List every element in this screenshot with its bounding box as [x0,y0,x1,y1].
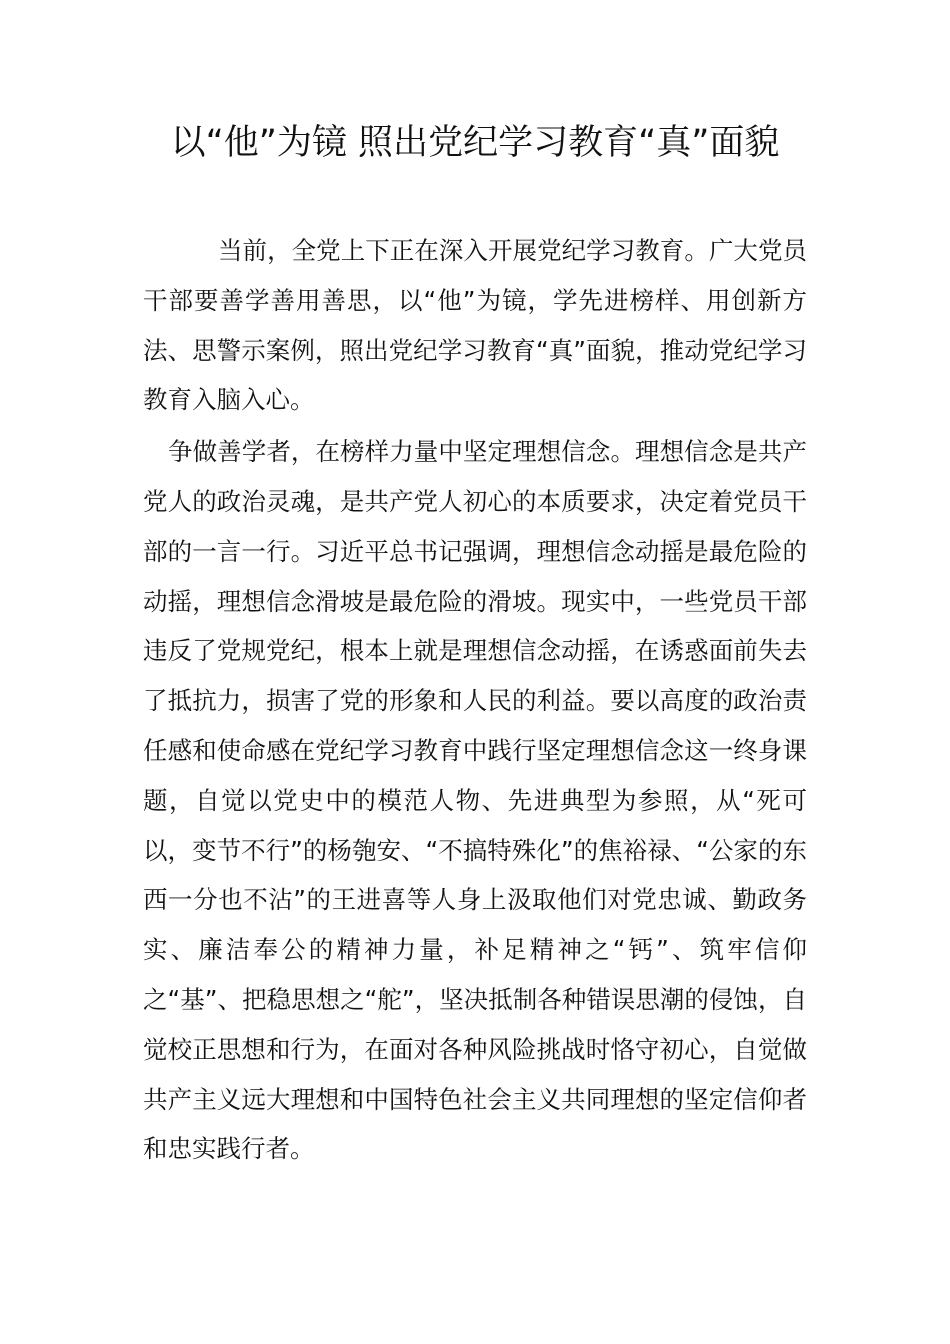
paragraph-intro: 当前，全党上下正在深入开展党纪学习教育。广大党员干部要善学善用善思，以“他”为镜，学先进榜样、用创新方法、思警示案例，照出党纪学习教育“真”面貌，推动党纪学习教育入脑入心。 [143,236,807,415]
paragraph-role-models: 争做善学者，在榜样力量中坚定理想信念。理想信念是共产党人的政治灵魂，是共产党人初心的本质要求，决定着党员干部的一言一行。习近平总书记强调，理想信念动摇是最危险的动摇，理想信念滑坡是最危险的滑坡。现实中，一些党员干部违反了党规党纪，根本上就是理想信念动摇，在诱惑面前失去了抵抗力，损害了党的形象和人民的利益。要以高度的政治责任感和使命感在党纪学习教育中践行坚定理想信念这一终身课题，自觉以党史中的模范人物、先进典型为参照，从“死可以，变节不行”的杨匏安、“不搞特殊化”的焦裕禄、“公家的东西一分也不沾”的王进喜等人身上汲取他们对党忠诚、勤政务实、廉洁奉公的精神力量，补足精神之“钙”、筑牢信仰之“基”、把稳思想之“舵”，坚决抵制各种错误思潮的侵蚀，自觉校正思想和行为，在面对各种风险挑战时恪守初心，自觉做共产主义远大理想和中国特色社会主义共同理想的坚定信仰者和忠实践行者。 [143,437,807,1164]
document-title: 以“他”为镜 照出党纪学习教育“真”面貌 [170,123,780,163]
document-body [143,226,807,1174]
